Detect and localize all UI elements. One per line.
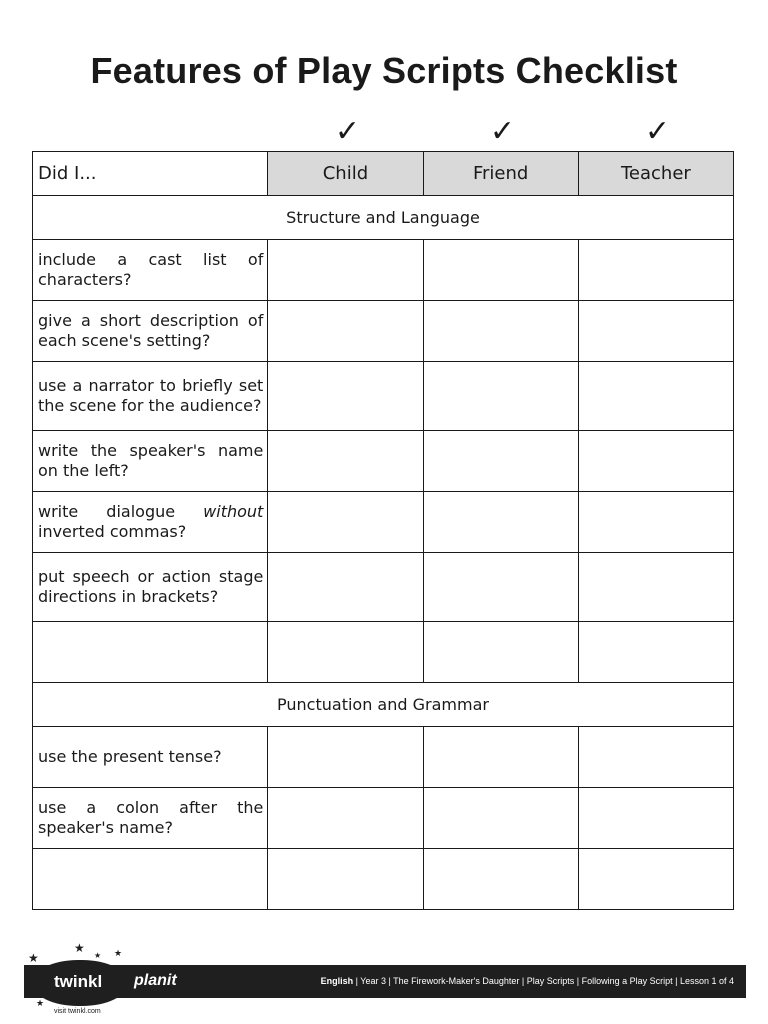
child-check-cell[interactable] — [268, 301, 423, 362]
table-row — [33, 553, 734, 622]
table-row — [33, 492, 734, 553]
question-cell-empty[interactable] — [33, 622, 268, 683]
friend-check-cell[interactable] — [423, 362, 578, 431]
question-cell: write the speaker's name on the left? — [33, 431, 268, 492]
teacher-check-cell[interactable] — [578, 492, 733, 553]
friend-check-cell[interactable] — [423, 301, 578, 362]
child-check-cell[interactable] — [268, 553, 423, 622]
friend-check-cell[interactable] — [423, 849, 578, 910]
teacher-check-cell[interactable] — [578, 849, 733, 910]
section-row — [33, 683, 734, 727]
section-heading-structure: Structure and Language — [33, 196, 734, 240]
table-row — [33, 622, 734, 683]
column-header-child: Child — [268, 152, 423, 196]
question-cell — [33, 492, 268, 553]
star-icon: ★ — [36, 999, 45, 1009]
table-row — [33, 849, 734, 910]
question-cell: put speech or action stage directions in brackets? — [33, 553, 268, 622]
friend-check-cell[interactable] — [423, 492, 578, 553]
star-icon: ★ — [74, 941, 85, 955]
column-header-teacher: Teacher — [578, 152, 733, 196]
child-check-cell[interactable] — [268, 492, 423, 553]
table-row — [33, 727, 734, 788]
breadcrumb-subject: English — [320, 976, 354, 986]
child-check-cell[interactable] — [268, 849, 423, 910]
teacher-check-cell[interactable] — [578, 553, 733, 622]
child-check-cell[interactable] — [268, 240, 423, 301]
table-row — [33, 431, 734, 492]
question-cell: use a colon after the speaker's name? — [33, 788, 268, 849]
breadcrumb-path: | Year 3 | The Firework-Maker's Daughter | Play Scripts | Following a Play Script | Lesson 1 of 4 — [353, 976, 734, 986]
friend-check-cell[interactable] — [423, 431, 578, 492]
friend-tick-icon: ✓ — [489, 114, 516, 149]
tick-row — [0, 114, 768, 150]
table-row — [33, 301, 734, 362]
breadcrumb — [321, 965, 734, 998]
did-i-header: Did I... — [33, 152, 268, 196]
twinkl-logo[interactable] — [24, 942, 194, 1022]
star-icon: ★ — [94, 951, 102, 960]
question-cell-empty[interactable] — [33, 849, 268, 910]
page-title: Features of Play Scripts Checklist — [90, 50, 678, 91]
table-row — [33, 362, 734, 431]
child-tick-icon: ✓ — [334, 114, 361, 149]
table-header-row — [33, 152, 734, 196]
section-row — [33, 196, 734, 240]
question-cell: use a narrator to briefly set the scene for the audience? — [33, 362, 268, 431]
checklist-table — [32, 151, 734, 910]
column-header-friend: Friend — [423, 152, 578, 196]
star-icon: ★ — [28, 951, 39, 965]
table-row — [33, 788, 734, 849]
table-row — [33, 240, 734, 301]
section-heading-punctuation: Punctuation and Grammar — [33, 683, 734, 727]
friend-check-cell[interactable] — [423, 622, 578, 683]
question-cell: include a cast list of characters? — [33, 240, 268, 301]
child-check-cell[interactable] — [268, 362, 423, 431]
friend-check-cell[interactable] — [423, 788, 578, 849]
friend-check-cell[interactable] — [423, 240, 578, 301]
teacher-check-cell[interactable] — [578, 301, 733, 362]
question-text-after: inverted commas? — [38, 522, 187, 541]
star-icon: ★ — [114, 949, 123, 959]
teacher-check-cell[interactable] — [578, 362, 733, 431]
friend-check-cell[interactable] — [423, 727, 578, 788]
child-check-cell[interactable] — [268, 727, 423, 788]
teacher-check-cell[interactable] — [578, 240, 733, 301]
child-check-cell[interactable] — [268, 788, 423, 849]
teacher-check-cell[interactable] — [578, 431, 733, 492]
teacher-check-cell[interactable] — [578, 788, 733, 849]
brand-name: twinkl — [54, 972, 103, 991]
visit-link[interactable]: visit twinkl.com — [54, 1008, 101, 1015]
friend-check-cell[interactable] — [423, 553, 578, 622]
planit-logo: planit — [134, 972, 177, 989]
question-cell: use the present tense? — [33, 727, 268, 788]
teacher-check-cell[interactable] — [578, 727, 733, 788]
question-text-before: write dialogue — [38, 502, 204, 521]
child-check-cell[interactable] — [268, 622, 423, 683]
teacher-tick-icon: ✓ — [644, 114, 671, 149]
teacher-check-cell[interactable] — [578, 622, 733, 683]
child-check-cell[interactable] — [268, 431, 423, 492]
question-emphasis: without — [203, 502, 264, 521]
question-cell: give a short description of each scene's setting? — [33, 301, 268, 362]
